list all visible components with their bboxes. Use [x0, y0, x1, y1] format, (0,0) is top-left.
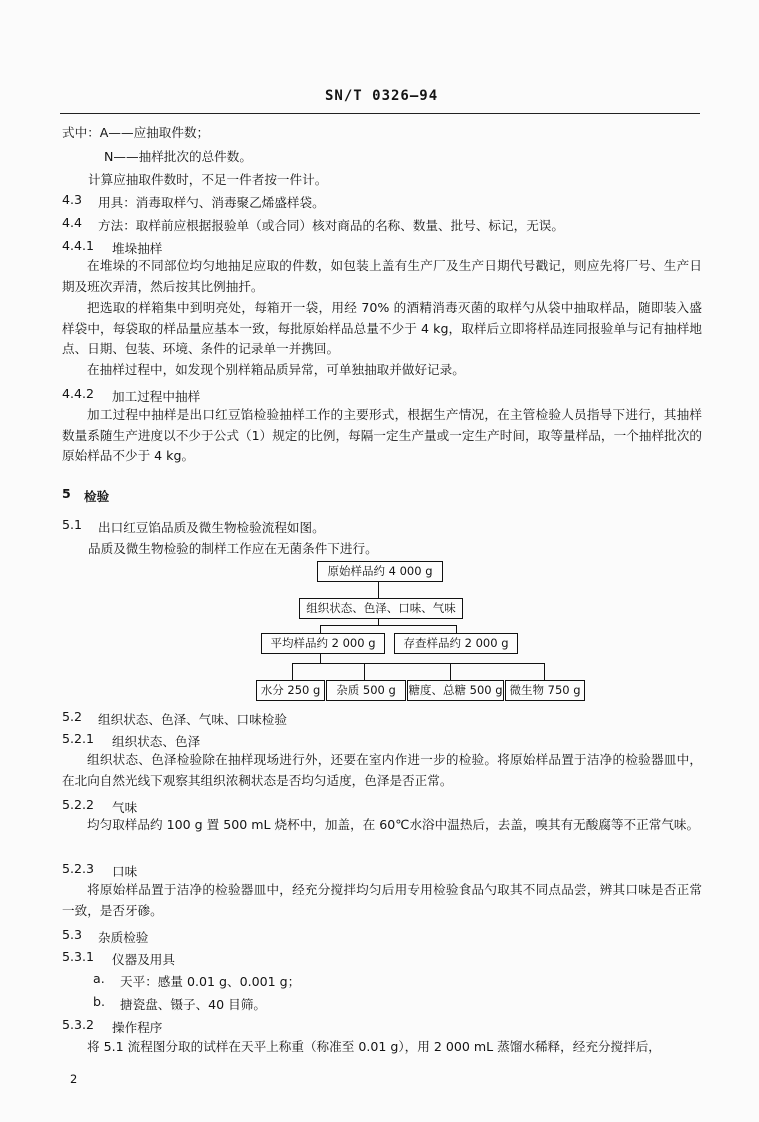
- formula-note-n: N——抽样批次的总件数。: [104, 149, 252, 164]
- flow-connector: [450, 663, 451, 680]
- flow-connector: [320, 654, 321, 663]
- section-4-3-text: 用具：消毒取样勺、消毒聚乙烯盛样袋。: [98, 195, 325, 210]
- standard-code: SN/T 0326—94: [325, 88, 439, 104]
- page-number: 2: [70, 1072, 78, 1086]
- paragraph-sterile-prep: 品质及微生物检验的制样工作应在无菌条件下进行。: [88, 541, 378, 556]
- paragraph-procedure: 将 5.1 流程图分取的试样在天平上称重（称准至 0.01 g），用 2 000 mL 蒸馏水稀释，经充分搅拌后，: [87, 1039, 661, 1054]
- paragraph-texture-color: 组织状态、色泽检验除在抽样现场进行外，还要在室内作进一步的检验。将原始样品置于洁净的检验器皿中，在北向自然光线下观察其组织浓稠状态是否均匀适度，色泽是否正常。: [62, 752, 702, 788]
- section-5-1-text: 出口红豆馅品质及微生物检验流程如图。: [98, 520, 325, 535]
- section-5-number: 5: [62, 486, 71, 501]
- formula-note-a: 式中：A——应抽取件数；: [62, 125, 210, 140]
- section-4-4-1-title: 堆垛抽样: [112, 241, 163, 256]
- section-4-4-number: 4.4: [62, 215, 83, 230]
- section-5-2-3-title: 口味: [112, 864, 138, 879]
- section-5-1-number: 5.1: [62, 517, 83, 532]
- paragraph-stack-sampling-3: 在抽样过程中，如发现个别样箱品质异常，可单独抽取并做好记录。: [87, 362, 465, 377]
- flow-connector: [364, 663, 365, 680]
- paragraph-taste: 将原始样品置于洁净的检验器皿中，经充分搅拌均匀后用专用检验食品勺取其不同点品尝，辨其口味是否正常一致，是否牙碜。: [62, 882, 702, 918]
- section-4-4-2-title: 加工过程中抽样: [112, 389, 201, 404]
- flow-box-average-sample: 平均样品约 2 000 g: [261, 633, 385, 654]
- flow-connector: [320, 625, 321, 633]
- flow-box-original-sample: 原始样品约 4 000 g: [317, 561, 443, 582]
- section-5-3-2-number: 5.3.2: [62, 1017, 95, 1032]
- flow-box-moisture: 水分 250 g: [256, 680, 325, 701]
- section-5-title: 检验: [84, 489, 110, 504]
- section-5-2-2-title: 气味: [112, 800, 138, 815]
- section-5-3-1-number: 5.3.1: [62, 949, 95, 964]
- section-5-2-number: 5.2: [62, 709, 83, 724]
- paragraph-process-sampling: 加工过程中抽样是出口红豆馅检验抽样工作的主要形式，根据生产情况，在主管检验人员指导下进行，其抽样数量系随生产进度以不少于公式（1）规定的比例，每隔一定生产量或一定生产时间，取等量样品，一个抽样批次的原始样品不少于 4 kg。: [62, 407, 702, 464]
- section-4-3-number: 4.3: [62, 192, 83, 207]
- flow-box-impurity: 杂质 500 g: [326, 680, 406, 701]
- flow-box-reserve-sample: 存查样品约 2 000 g: [394, 633, 518, 654]
- section-5-3-number: 5.3: [62, 927, 83, 942]
- section-5-2-text: 组织状态、色泽、气味、口味检验: [98, 712, 287, 727]
- list-item-balance: 天平：感量 0.01 g、0.001 g；: [120, 974, 301, 989]
- flow-box-sugar: 糖度、总糖 500 g: [407, 680, 504, 701]
- flow-box-sensory: 组织状态、色泽、口味、气味: [299, 598, 463, 619]
- list-marker-b: b.: [93, 994, 105, 1009]
- section-5-2-3-number: 5.2.3: [62, 861, 95, 876]
- flow-connector: [320, 625, 456, 626]
- calc-note: 计算应抽取件数时，不足一件者按一件计。: [88, 172, 328, 187]
- section-5-2-1-title: 组织状态、色泽: [112, 734, 201, 749]
- paragraph-odor: 均匀取样品约 100 g 置 500 mL 烧杯中，加盖，在 60℃水浴中温热后，去盖，嗅其有无酸腐等不正常气味。: [87, 817, 700, 832]
- flow-connector: [292, 663, 293, 680]
- section-5-2-2-number: 5.2.2: [62, 797, 95, 812]
- section-5-3-text: 杂质检验: [98, 930, 149, 945]
- list-item-tools: 搪瓷盘、镊子、40 目筛。: [120, 997, 266, 1012]
- section-4-4-text: 方法：取样前应根据报验单（或合同）核对商品的名称、数量、批号、标记，无误。: [98, 218, 564, 233]
- list-marker-a: a.: [93, 971, 105, 986]
- flow-box-microbe: 微生物 750 g: [505, 680, 585, 701]
- section-4-4-1-number: 4.4.1: [62, 238, 95, 253]
- paragraph-stack-sampling-1: 在堆垛的不同部位均匀地抽足应取的件数，如包装上盖有生产厂及生产日期代号戳记，则应先将厂号、生产日期及班次弄清，然后按其比例抽扦。: [62, 258, 702, 294]
- flow-connector: [544, 663, 545, 680]
- section-4-4-2-number: 4.4.2: [62, 386, 95, 401]
- paragraph-stack-sampling-2: 把选取的样箱集中到明亮处，每箱开一袋，用经 70% 的酒精消毒灭菌的取样勺从袋中抽取样品，随即装入盛样袋中，每袋取的样品量应基本一致，每批原始样品总量不少于 4 kg，取样后立即将样品连同报验单与记有抽样地点、日期、包装、环境、条件的记录单一并携回。: [62, 300, 702, 357]
- flow-connector: [292, 663, 544, 664]
- section-5-3-1-title: 仪器及用具: [112, 952, 175, 967]
- flow-connector: [378, 582, 379, 598]
- section-5-3-2-title: 操作程序: [112, 1020, 163, 1035]
- header-rule: [60, 113, 700, 114]
- section-5-2-1-number: 5.2.1: [62, 731, 95, 746]
- flow-connector: [456, 625, 457, 633]
